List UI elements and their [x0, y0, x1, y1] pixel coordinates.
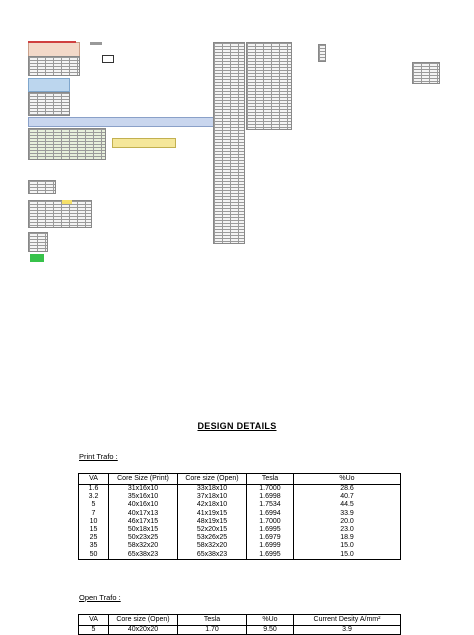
table-cell: 35x16x10 [109, 493, 178, 501]
column-header: %Uo [247, 615, 294, 626]
table-cell: 1.7534 [247, 501, 294, 509]
table-row [79, 551, 401, 560]
table-cell: 52x20x15 [178, 526, 247, 534]
column-header: %Uo [294, 474, 401, 485]
column-header: Current Desity A/mm² [294, 615, 401, 626]
table-header-row [79, 474, 401, 485]
print-trafo-heading: Print Trafo : [79, 452, 118, 461]
column-header: Core Size (Print) [109, 474, 178, 485]
thumb-right-table [412, 62, 440, 84]
thumb-yellow-block [112, 138, 176, 148]
column-header: Core size (Open) [109, 615, 178, 626]
table-header-row [79, 615, 401, 626]
thumb-mid-table [246, 42, 292, 130]
print-trafo-table [78, 473, 401, 560]
table-cell: 1.7000 [247, 518, 294, 526]
table-cell: 20.0 [294, 518, 401, 526]
table-cell: 50 [79, 551, 109, 560]
table-cell: 3.9 [294, 626, 401, 635]
table-cell: 15.0 [294, 542, 401, 550]
table-cell: 28.6 [294, 485, 401, 494]
table-cell: 65x38x23 [109, 551, 178, 560]
table-cell: 3.2 [79, 493, 109, 501]
table-cell: 1.6979 [247, 534, 294, 542]
table-cell: 53x26x25 [178, 534, 247, 542]
table-row [79, 534, 401, 542]
table-cell: 65x38x23 [178, 551, 247, 560]
table-row [79, 510, 401, 518]
table-cell: 1.7000 [247, 485, 294, 494]
table-cell: 1.6994 [247, 510, 294, 518]
thumb-red-line [28, 41, 76, 43]
table-cell: 1.6998 [247, 493, 294, 501]
thumb-text-label [90, 42, 102, 45]
column-header: VA [79, 615, 109, 626]
thumb-table-1 [28, 56, 80, 76]
table-cell: 48x19x15 [178, 518, 247, 526]
thumb-small-table [318, 44, 326, 62]
table-cell: 23.0 [294, 526, 401, 534]
thumb-table-3 [28, 128, 106, 160]
table-row [79, 542, 401, 550]
table-cell: 1.6 [79, 485, 109, 494]
open-trafo-heading: Open Trafo : [79, 593, 121, 602]
table-cell: 58x32x20 [178, 542, 247, 550]
table-row [79, 518, 401, 526]
table-cell: 25 [79, 534, 109, 542]
table-row [79, 626, 401, 635]
table-cell: 18.9 [294, 534, 401, 542]
table-cell: 7 [79, 510, 109, 518]
table-cell: 33.9 [294, 510, 401, 518]
table-cell: 40x20x20 [109, 626, 178, 635]
table-cell: 46x17x15 [109, 518, 178, 526]
thumb-green-block [30, 254, 44, 262]
thumb-table-2 [28, 92, 70, 116]
thumb-yellow-tag [62, 200, 72, 204]
table-cell: 9.50 [247, 626, 294, 635]
thumb-table-6 [28, 232, 48, 252]
table-cell: 50x23x25 [109, 534, 178, 542]
table-cell: 1.70 [178, 626, 247, 635]
thumb-table-4 [28, 180, 56, 194]
table-cell: 40x17x13 [109, 510, 178, 518]
table-cell: 5 [79, 626, 109, 635]
table-cell: 40x16x10 [109, 501, 178, 509]
table-cell: 1.6995 [247, 551, 294, 560]
table-row [79, 493, 401, 501]
table-cell: 5 [79, 501, 109, 509]
design-details-title: DESIGN DETAILS [197, 421, 277, 431]
column-header: Core size (Open) [178, 474, 247, 485]
table-row [79, 526, 401, 534]
table-cell: 37x18x10 [178, 493, 247, 501]
table-cell: 42x18x10 [178, 501, 247, 509]
table-cell: 1.6995 [247, 526, 294, 534]
thumb-table-5 [28, 200, 92, 228]
spreadsheet-thumbnails [0, 0, 474, 300]
table-cell: 40.7 [294, 493, 401, 501]
column-header: VA [79, 474, 109, 485]
thumb-blue-block [28, 78, 70, 92]
table-cell: 15.0 [294, 551, 401, 560]
column-header: Tesla [247, 474, 294, 485]
table-cell: 58x32x20 [109, 542, 178, 550]
table-cell: 15 [79, 526, 109, 534]
table-cell: 41x19x15 [178, 510, 247, 518]
table-row [79, 501, 401, 509]
column-header: Tesla [178, 615, 247, 626]
table-cell: 50x18x15 [109, 526, 178, 534]
table-cell: 44.5 [294, 501, 401, 509]
table-cell: 35 [79, 542, 109, 550]
thumb-tall-table [213, 42, 245, 244]
table-row [79, 485, 401, 494]
table-cell: 1.6999 [247, 542, 294, 550]
thumb-input-box [102, 55, 114, 63]
table-cell: 10 [79, 518, 109, 526]
table-cell: 31x16x10 [109, 485, 178, 494]
table-cell: 33x18x10 [178, 485, 247, 494]
thumb-wide-band [28, 117, 216, 127]
